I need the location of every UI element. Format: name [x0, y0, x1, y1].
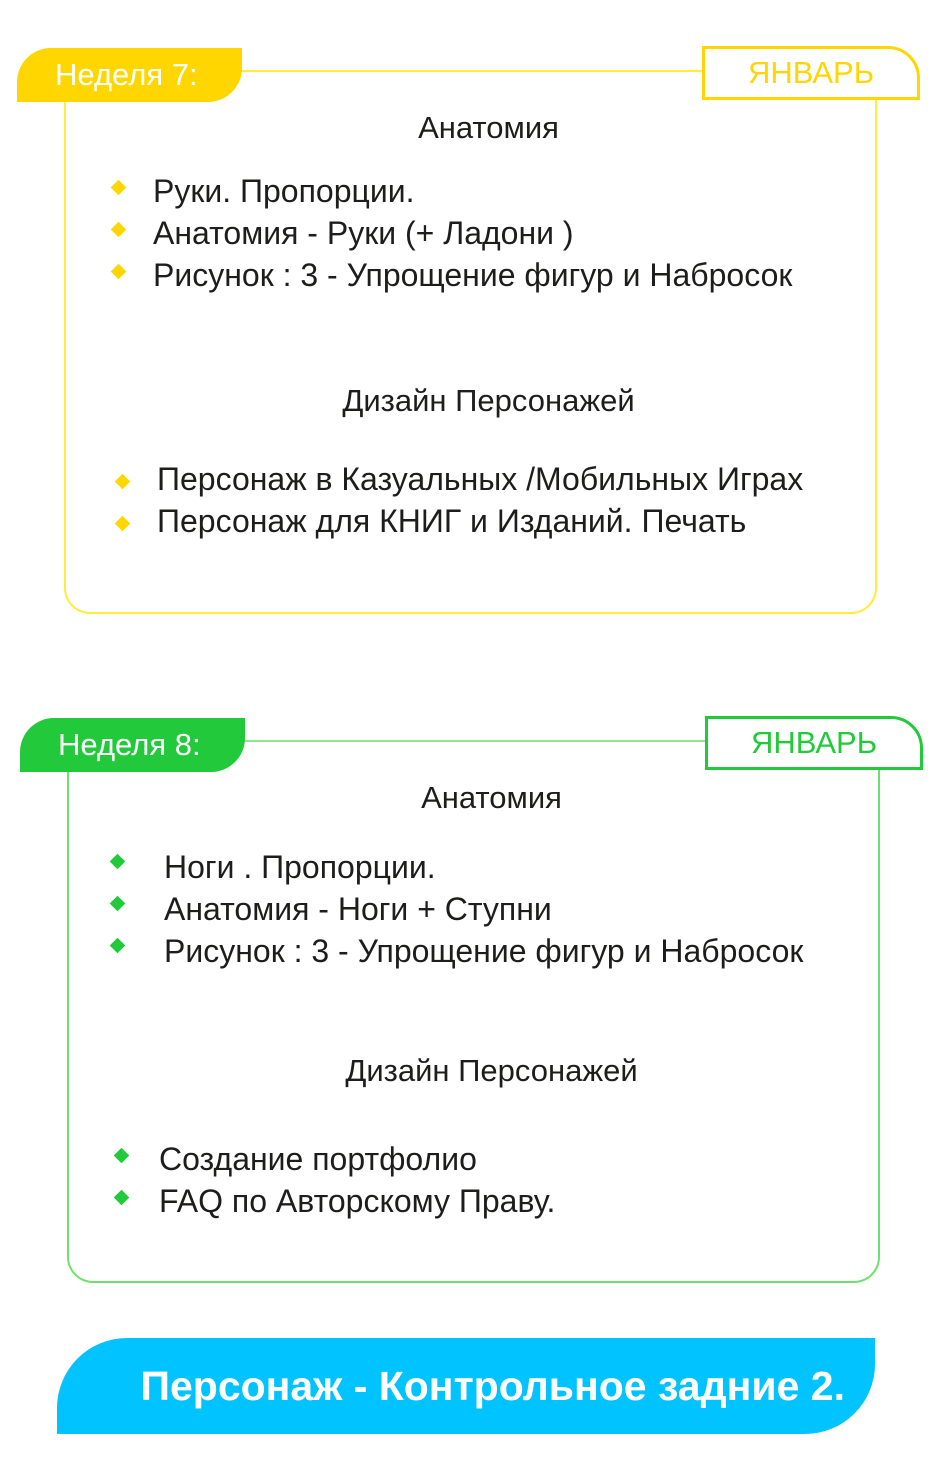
control-task-banner: Персонаж - Контрольное задние 2. [57, 1338, 875, 1434]
list-item [159, 1180, 555, 1222]
list-item-text: Рисунок : 3 - Упрощение фигур и Набросок [164, 933, 804, 969]
week-7-block [0, 0, 935, 640]
week-8-character-design-list [159, 1138, 555, 1222]
list-item-text: Анатомия - Ноги + Ступни [164, 891, 552, 927]
list-item [157, 458, 803, 500]
week-7-character-design-list [157, 458, 803, 542]
list-item [153, 170, 792, 212]
list-item [164, 930, 803, 972]
week-7-anatomy-heading: Анатомия [418, 110, 559, 145]
week-7-character-design-heading: Дизайн Персонажей [342, 383, 635, 418]
week-8-block [0, 670, 935, 1310]
week-7-month-badge: ЯНВАРЬ [702, 46, 920, 100]
list-item-text: Анатомия - Руки (+ Ладони ) [153, 215, 574, 251]
week-8-anatomy-list [164, 846, 803, 972]
list-item-text: Создание портфолио [159, 1141, 477, 1177]
list-item [157, 500, 803, 542]
list-item-text: Руки. Пропорции. [153, 173, 415, 209]
week-8-month-badge: ЯНВАРЬ [705, 716, 923, 770]
list-item-text: Персонаж в Казуальных /Мобильных Играх [157, 461, 804, 497]
list-item-text: Ноги . Пропорции. [164, 849, 436, 885]
week-7-top-line [230, 70, 710, 72]
week-8-anatomy-heading: Анатомия [421, 780, 562, 815]
list-item [164, 888, 803, 930]
week-8-top-line [232, 740, 714, 742]
list-item [153, 212, 792, 254]
list-item [159, 1138, 555, 1180]
list-item-text: Персонаж для КНИГ и Изданий. Печать [157, 503, 747, 539]
list-item [164, 846, 803, 888]
week-8-label: Неделя 8: [20, 718, 245, 772]
week-7-anatomy-list [153, 170, 792, 296]
list-item [153, 254, 792, 296]
week-8-character-design-heading: Дизайн Персонажей [345, 1053, 638, 1088]
list-item-text: FAQ по Авторскому Праву. [159, 1183, 556, 1219]
week-7-label: Неделя 7: [17, 48, 242, 102]
list-item-text: Рисунок : 3 - Упрощение фигур и Набросок [153, 257, 793, 293]
